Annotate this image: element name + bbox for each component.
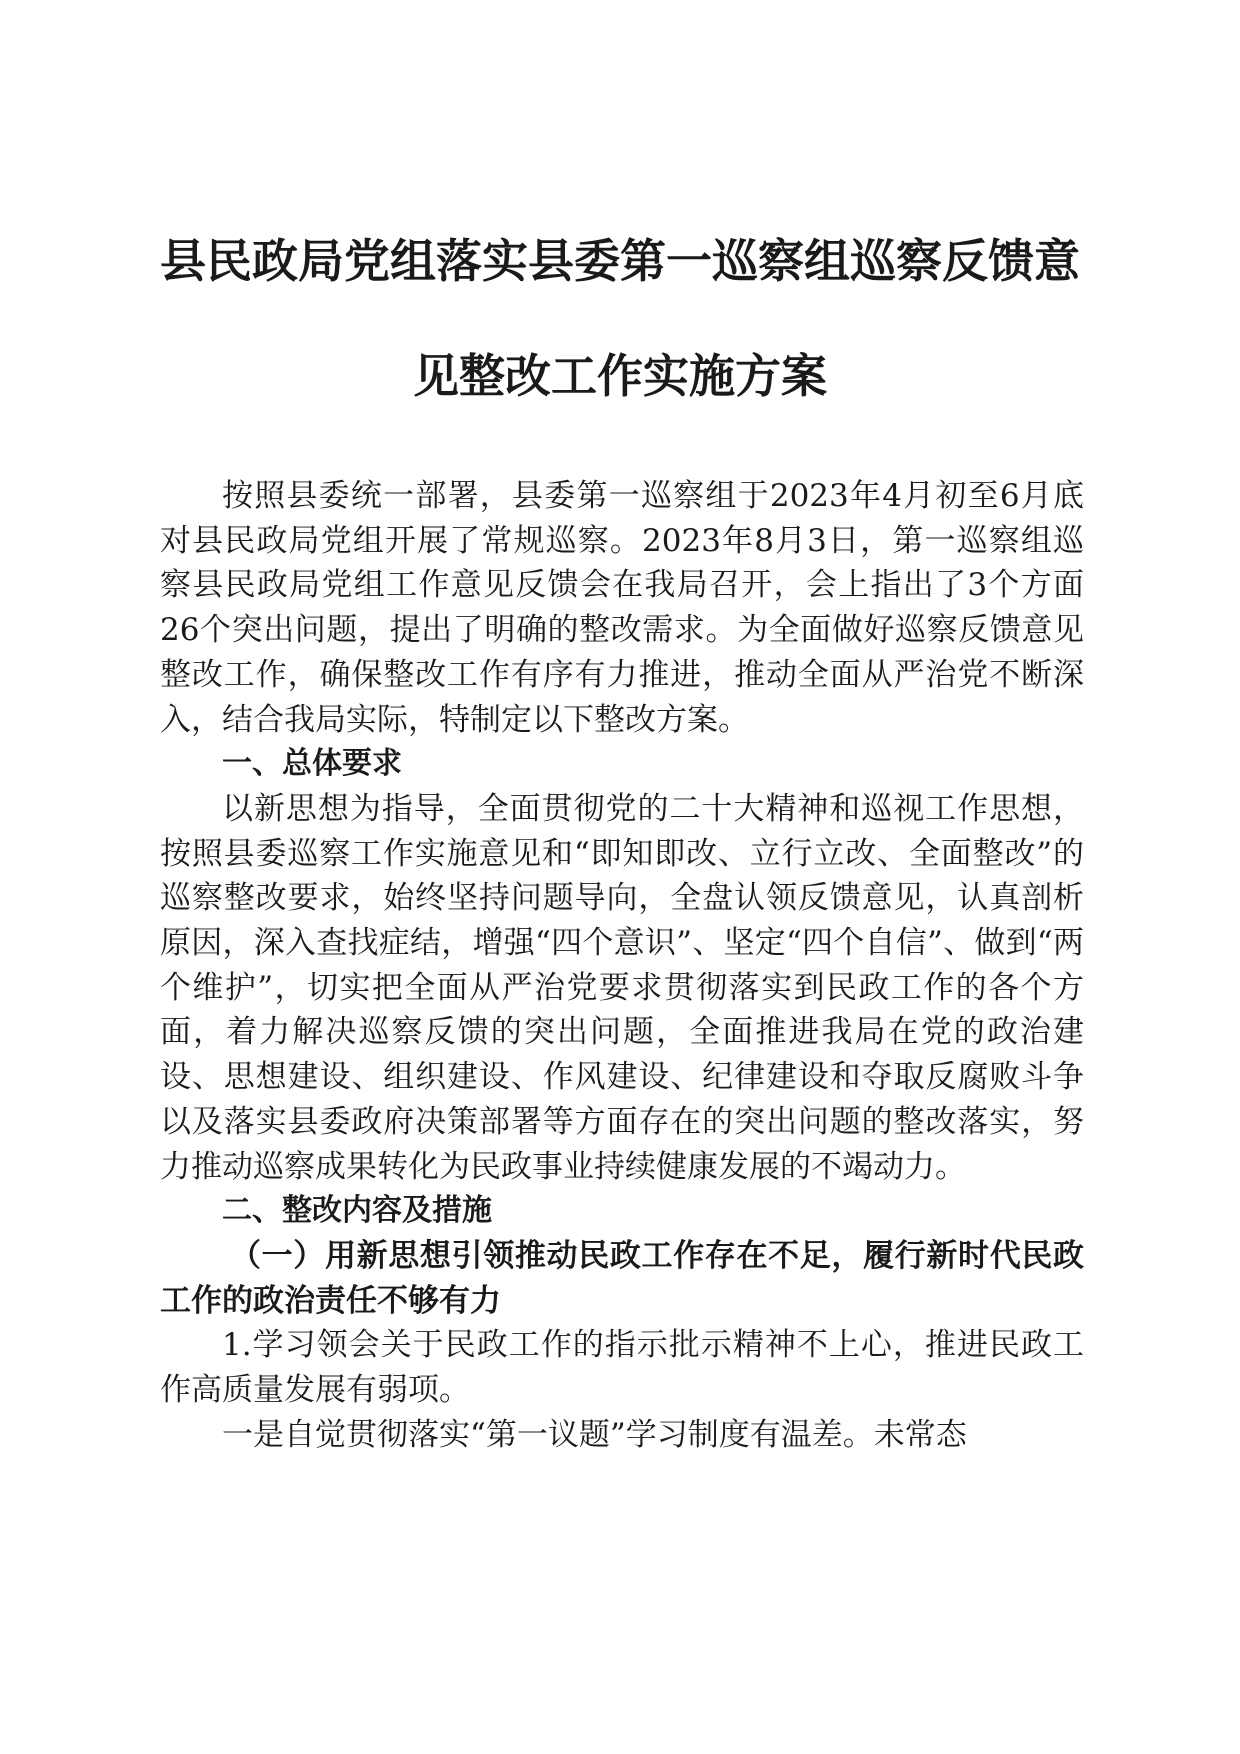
- document-title-line-2: 见整改工作实施方案: [413, 349, 827, 403]
- document-body: [160, 474, 1084, 1457]
- item-1-paragraph: 1.学习领会关于民政工作的指示批示精神不上心，推进民政工作高质量发展有弱项。: [160, 1327, 1084, 1409]
- section-heading-general-requirements: 一、总体要求: [222, 746, 402, 782]
- document-title-line-1: 县民政局党组落实县委第一巡察组巡察反馈意: [160, 234, 1080, 288]
- intro-paragraph: 按照县委统一部署，县委第一巡察组于2023年4月初至6月底对县民政局党组开展了常规巡察。2023年8月3日，第一巡察组巡察县民政局党组工作意见反馈会在我局召开，会上指出了3个方面26个突出问题，提出了明确的整改需求。为全面做好巡察反馈意见整改工作，确保整改工作有序有力推进，推动全面从严治党不断深入，结合我局实际，特制定以下整改方案。: [160, 478, 1084, 738]
- point-1-paragraph: 一是自觉贯彻落实“第一议题”学习制度有温差。未常态: [222, 1416, 967, 1453]
- subsection-heading-1: （一）用新思想引领推动民政工作存在不足，履行新时代民政工作的政治责任不够有力: [160, 1237, 1084, 1319]
- general-requirements-paragraph: 以新思想为指导，全面贯彻党的二十大精神和巡视工作思想，按照县委巡察工作实施意见和“即知即改、立行立改、全面整改”的巡察整改要求，始终坚持问题导向，全盘认领反馈意见，认真剖析原因，深入查找症结，增强“四个意识”、坚定“四个自信”、做到“两个维护”，切实把全面从严治党要求贯彻落实到民政工作的各个方面，着力解决巡察反馈的突出问题，全面推进我局在党的政治建设、思想建设、组织建设、作风建设、纪律建设和夺取反腐败斗争以及落实县委政府决策部署等方面存在的突出问题的整改落实，努力推动巡察成果转化为民政事业持续健康发展的不竭动力。: [160, 790, 1084, 1185]
- section-heading-rectification-content: 二、整改内容及措施: [222, 1193, 492, 1229]
